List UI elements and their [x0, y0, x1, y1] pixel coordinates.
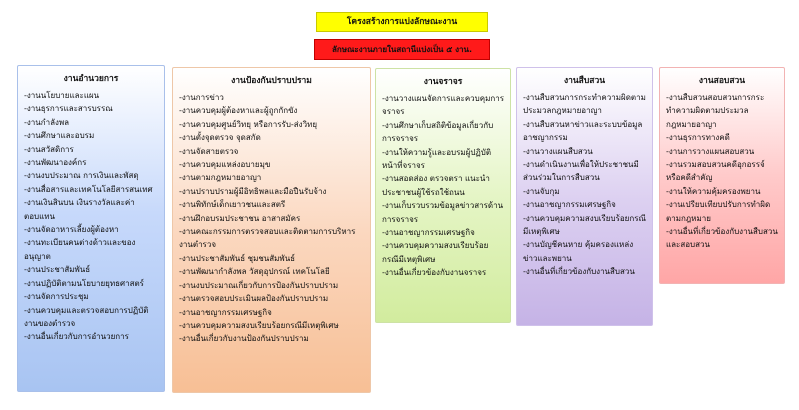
column-administration: [17, 65, 165, 392]
column-title: งานสอบสวน: [698, 76, 746, 86]
list-item: -งานบัญชีคนหาย คุ้มครองแหล่งข่าวและพยาน: [523, 240, 634, 263]
list-item: -งานให้ความคุ้มครองพยาน: [666, 186, 761, 196]
list-item: -งานปราบปรามผู้มีอิทธิพลและมือปืนรับจ้าง: [179, 186, 327, 196]
list-item: -งานกำลังพล: [24, 117, 70, 127]
list-item: -งานการข่าว: [179, 93, 224, 102]
list-item: -งานพัฒนากำลังพล วัสดุอุปกรณ์ เทคโนโลยี: [179, 267, 330, 277]
list-item: -งานตรวจสอบประเมินผลป้องกันปราบปราม: [179, 294, 329, 304]
list-item: -งานวางแผนจัดการและควบคุมการจราจร: [382, 94, 505, 117]
list-item: -งานอื่นเกี่ยวกับงานป้องกันปราบปราม: [179, 334, 309, 344]
list-item: -งานอื่นที่เกี่ยวข้องกับงานสืบสวน: [523, 267, 635, 277]
list-item: -งานจัดการประชุม: [24, 292, 89, 302]
list-item: -งานสืบสวนการกระทำความผิดตามประมวลกฎหมายอาญา: [523, 93, 646, 116]
list-item: -งานวางแผนสืบสวน: [523, 146, 593, 156]
list-item: -งานฝึกอบรมประชาชน อาสาสมัคร: [179, 213, 301, 223]
list-item: -งานปฏิบัติตามนโยบายยุทธศาสตร์: [24, 278, 144, 288]
list-item: -งานทะเบียนคนต่างด้าวและของอนุญาต: [24, 238, 136, 261]
list-item: -งานอาชญากรรมเศรษฐกิจ: [382, 228, 475, 238]
list-item: -งานควบคุมความสงบเรียบร้อยกรณีมีเหตุพิเศษ: [179, 320, 339, 330]
list-item: -งานเก็บรวบรวมข้อมูลข่าวสารด้านการจราจร: [382, 201, 504, 224]
column-crime-prevention: [172, 67, 371, 393]
list-item: -งานอาชญากรรมเศรษฐกิจ: [179, 307, 272, 317]
list-item: -งานควบคุมความสงบเรียบร้อยกรณีมีเหตุพิเศษ: [523, 213, 646, 237]
list-item: -งานอื่นเกี่ยวกับการอำนวยการ: [24, 332, 129, 342]
chart-subtitle: ลักษณะงานภายในสถานีแบ่งเป็น ๕ งาน.: [314, 39, 490, 60]
list-item: -งานธุรการทางคดี: [666, 133, 730, 143]
list-item: -งานตั้งจุดตรวจ จุดสกัด: [179, 133, 261, 143]
list-item: -งานประชาสัมพันธ์ ชุมชนสัมพันธ์: [179, 253, 296, 263]
list-item: -งานรวมสอบสวนคดีอุกอรรจ์หรือคดีสำคัญ: [666, 160, 765, 183]
list-item: -งานการวางแผนสอบสวน: [666, 146, 755, 156]
list-item: -งานให้ความรู้และอบรมผู้ปฏิบัติหน้าที่จราจร: [382, 147, 492, 171]
list-item: -งานพัฒนาองค์กร: [24, 158, 87, 168]
list-item: -งานงบประมาณเกี่ยวกับการป้องกันปราบปราม: [179, 280, 339, 290]
column-title: งานอำนวยการ: [63, 74, 119, 84]
column-title: งานสืบสวน: [563, 76, 606, 86]
list-item: -งานอื่นเกี่ยวข้องกับงานจราจร: [382, 268, 487, 278]
list-item: -งานตามกฎหมายอาญา: [179, 173, 262, 183]
list-item: -งานควบคุมความสงบเรียบร้อยกรณีมีเหตุพิเศษ: [382, 241, 489, 264]
list-item: -งานควบคุมผู้ต้องหาและผู้ถูกกักขัง: [179, 106, 298, 116]
list-item: -งานดำเนินงานเพื่อให้ประชาชนมีส่วนร่วมในการสืบสวน: [523, 160, 639, 183]
list-item: -งานจับกุม: [523, 186, 560, 196]
list-item: -งานพิทักษ์เด็กเยาวชนและสตรี: [179, 200, 286, 210]
list-item: -งานจัดอาหารเลี้ยงผู้ต้องหา: [24, 225, 119, 235]
list-item: -งานธุรการและสารบรรณ: [24, 104, 113, 114]
list-item: -งานเงินสินบน เงินรางวัลและค่าตอบแทน: [24, 198, 135, 221]
list-item: -งานศึกษาและอบรม: [24, 131, 95, 141]
list-item: -งานควบคุมแหล่งอบายมุข: [179, 160, 271, 170]
list-item: -งานสืบสวนหาข่าวและระบบข้อมูลอาชญากรรม: [523, 119, 643, 143]
list-item: -งานนโยบายและแผน: [24, 91, 100, 100]
list-item: -งานสอดส่อง ตรวจตรา แนะนำประชาชนผู้ใช้รถใช้ถนน: [382, 174, 490, 197]
list-item: -งานอาชญากรรมเศรษฐกิจ: [523, 200, 616, 210]
column-investigation: [516, 67, 653, 326]
list-item: -งานงบประมาณ การเงินและพัสดุ: [24, 171, 139, 181]
column-inquiry: [659, 67, 785, 284]
list-item: -งานควบคุมและตรวจสอบการปฏิบัติงานของตำรวจ: [24, 305, 149, 328]
list-item: -งานประชาสัมพันธ์: [24, 265, 91, 275]
chart-title: โครงสร้างการแบ่งลักษณะงาน: [316, 12, 488, 32]
column-title: งานจราจร: [423, 77, 463, 87]
list-item: -งานอื่นที่เกี่ยวข้องกับงานสืบสวนและสอบสวน: [666, 227, 778, 250]
list-item: -งานจัดสายตรวจ: [179, 146, 239, 156]
list-item: -งานควบคุมศูนย์วิทยุ หรือการรับ-ส่งวิทยุ: [179, 119, 318, 129]
list-item: -งานคณะกรรมการตรวจสอบและติดตามการบริหารงานตำรวจ: [179, 227, 356, 250]
list-item: -งานสื่อสารและเทคโนโลยีสารสนเทศ: [24, 184, 153, 194]
list-item: -งานสวัสดิการ: [24, 144, 74, 154]
list-item: -งานศึกษาเก็บสถิติข้อมูลเกี่ยวกับการจราจร: [382, 120, 494, 144]
column-title: งานป้องกันปราบปราม: [231, 76, 312, 86]
list-item: -งานสืบสวนสอบสวนการกระทำความผิดตามประมวลกฎหมายอาญา: [666, 93, 765, 129]
list-item: -งานเปรียบเทียบปรับการทำผิดตามกฎหมาย: [666, 200, 771, 223]
column-traffic: [375, 68, 511, 323]
